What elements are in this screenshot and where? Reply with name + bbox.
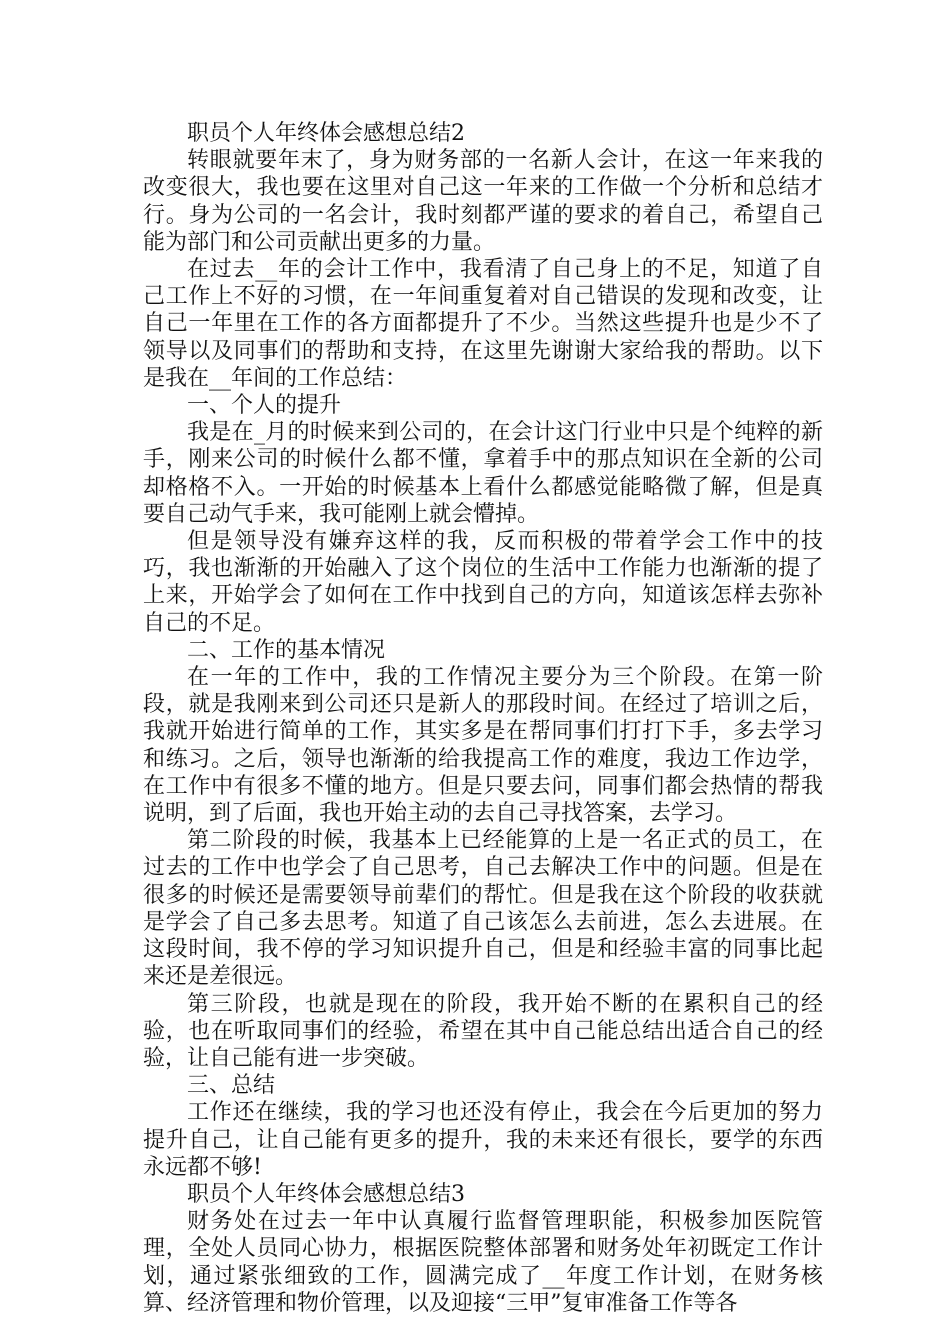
paragraph: 转眼就要年末了，身为财务部的一名新人会计，在这一年来我的改变很大，我也要在这里对自己这一年来的工作做一个分析和总结才行。身为公司的一名会计，我时刻都严谨的要求的着自己，希望自己能为部门和公司贡献出更多的力量。 (143, 148, 823, 255)
paragraph: 工作还在继续，我的学习也还没有停止，我会在今后更加的努力提升自己，让自己能有更多的提升，我的未来还有很长，要学的东西永远都不够! (143, 1100, 823, 1180)
paragraph: 但是领导没有嫌弃这样的我，反而积极的带着学会工作中的技巧，我也渐渐的开始融入了这个岗位的生活中工作能力也渐渐的提了上来，开始学会了如何在工作中找到自己的方向，知道该怎样去弥补自己的不足。 (143, 529, 823, 636)
section-title: 职员个人年终体会感想总结3 (187, 1181, 465, 1207)
paragraph: 我是在_月的时候来到公司的，在会计这门行业中只是个纯粹的新手，刚来公司的时候什么都不懂，拿着手中的那点知识在全新的公司却格格不入。一开始的时候基本上看什么都感觉能略微了解，但是真要自己动气手来，我可能刚上就会懵掉。 (143, 420, 823, 527)
document-body (143, 120, 823, 1317)
paragraph: 第二阶段的时候，我基本上已经能算的上是一名正式的员工，在过去的工作中也学会了自己思考，自己去解决工作中的问题。但是在很多的时候还是需要领导前辈们的帮忙。但是我在这个阶段的收获就是学会了自己多去思考。知道了自己该怎么去前进，怎么去进展。在这段时间，我不停的学习知识提升自己，但是和经验丰富的同事比起来还是差很远。 (143, 828, 823, 990)
paragraph: 第三阶段，也就是现在的阶段，我开始不断的在累积自己的经验，也在听取同事们的经验，希望在其中自己能总结出适合自己的经验，让自己能有进一步突破。 (143, 991, 823, 1071)
section-title: 职员个人年终体会感想总结2 (187, 121, 465, 146)
section-heading: 二、工作的基本情况 (187, 637, 386, 663)
section-heading: 一、个人的提升 (187, 393, 342, 419)
paragraph: 在一年的工作中，我的工作情况主要分为三个阶段。在第一阶段，就是我刚来到公司还只是新人的那段时间。在经过了培训之后，我就开始进行简单的工作，其实多是在帮同事们打打下手，多去学习和练习。之后，领导也渐渐的给我提高工作的难度，我边工作边学，在工作中有很多不懂的地方。但是只要去问，同事们都会热情的帮我说明，到了后面，我也开始主动的去自己寻找答案，去学习。 (143, 665, 823, 827)
paragraph: 在过去__年的会计工作中，我看清了自己身上的不足，知道了自己工作上不好的习惯，在一年间重复着对自己错误的发现和改变，让自己一年里在工作的各方面都提升了不少。当然这些提升也是少不了领导以及同事们的帮助和支持，在这里先谢谢大家给我的帮助。以下是我在__年间的工作总结： (143, 257, 823, 391)
section-heading: 三、总结 (187, 1073, 276, 1099)
paragraph: 财务处在过去一年中认真履行监督管理职能，积极参加医院管理，全处人员同心协力，根据医院整体部署和财务处年初既定工作计划，通过紧张细致的工作，圆满完成了__年度工作计划，在财务核算、经济管理和物价管理，以及迎接“三甲”复审准备工作等各 (143, 1209, 823, 1316)
